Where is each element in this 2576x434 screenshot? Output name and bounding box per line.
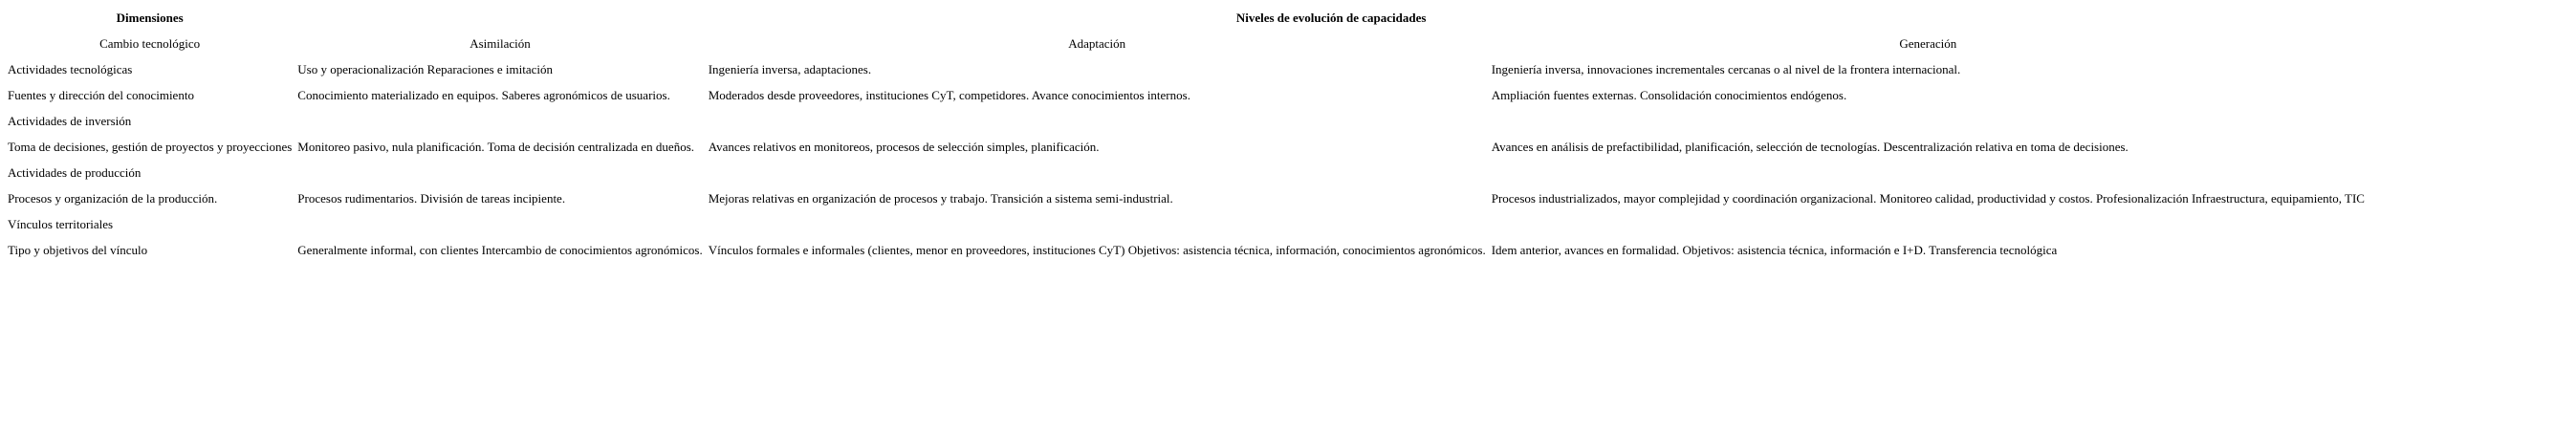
dimension-cell: Tipo y objetivos del vínculo [8,243,148,257]
section-row [5,160,2368,185]
table-row [5,82,2368,108]
header-row-2 [5,31,2368,56]
header-change: Cambio tecnológico [99,36,201,51]
generation-cell: Procesos industrializados, mayor complejidad y coordinación organizacional. Monitoreo calidad, productividad y costos. Profesionalización Infraestructura, equipamiento, TIC [1491,191,2365,206]
header-levels: Niveles de evolución de capacidades [1235,11,1427,25]
header-assimilation: Asimilación [469,36,531,51]
table-row [5,134,2368,160]
dimension-cell: Toma de decisiones, gestión de proyectos y proyecciones [8,140,293,154]
assimilation-cell: Generalmente informal, con clientes Intercambio de conocimientos agronómicos. [297,243,703,257]
capabilities-table [5,5,2368,263]
section-label: Actividades de producción [8,165,142,180]
header-adaptation: Adaptación [1068,36,1126,51]
adaptation-cell: Avances relativos en monitoreos, procesos de selección simples, planificación. [708,140,1100,154]
adaptation-cell: Ingeniería inversa, adaptaciones. [708,62,872,76]
table-row [5,56,2368,82]
adaptation-cell: Mejoras relativas en organización de procesos y trabajo. Transición a sistema semi-industrial. [708,191,1173,206]
section-label: Vínculos territoriales [8,217,114,231]
section-row [5,211,2368,237]
section-row [5,108,2368,134]
header-dimensions: Dimensiones [116,11,184,25]
generation-cell: Idem anterior, avances en formalidad. Objetivos: asistencia técnica, información e I+D. Transferencia tecnológica [1491,243,2058,257]
assimilation-cell: Conocimiento materializado en equipos. Saberes agronómicos de usuarios. [297,88,670,102]
table-header [5,5,2368,56]
table-row [5,185,2368,211]
dimension-cell: Actividades tecnológicas [8,62,133,76]
table-body [5,56,2368,263]
header-generation: Generación [1899,36,1957,51]
dimension-cell: Procesos y organización de la producción. [8,191,218,206]
generation-cell: Ampliación fuentes externas. Consolidación conocimientos endógenos. [1491,88,1847,102]
adaptation-cell: Vínculos formales e informales (clientes, menor en proveedores, instituciones CyT) Objetivos: asistencia técnica, información, conocimientos agronómicos. [708,243,1486,257]
header-row-1 [5,5,2368,31]
generation-cell: Ingeniería inversa, innovaciones incrementales cercanas o al nivel de la frontera internacional. [1491,62,1961,76]
assimilation-cell: Uso y operacionalización Reparaciones e imitación [297,62,554,76]
adaptation-cell: Moderados desde proveedores, instituciones CyT, competidores. Avance conocimientos internos. [708,88,1190,102]
table-row [5,237,2368,263]
dimension-cell: Fuentes y dirección del conocimiento [8,88,194,102]
section-label: Actividades de inversión [8,114,132,128]
assimilation-cell: Monitoreo pasivo, nula planificación. Toma de decisión centralizada en dueños. [297,140,694,154]
assimilation-cell: Procesos rudimentarios. División de tareas incipiente. [297,191,566,206]
generation-cell: Avances en análisis de prefactibilidad, planificación, selección de tecnologías. Descentralización relativa en toma de decisiones. [1491,140,2128,154]
